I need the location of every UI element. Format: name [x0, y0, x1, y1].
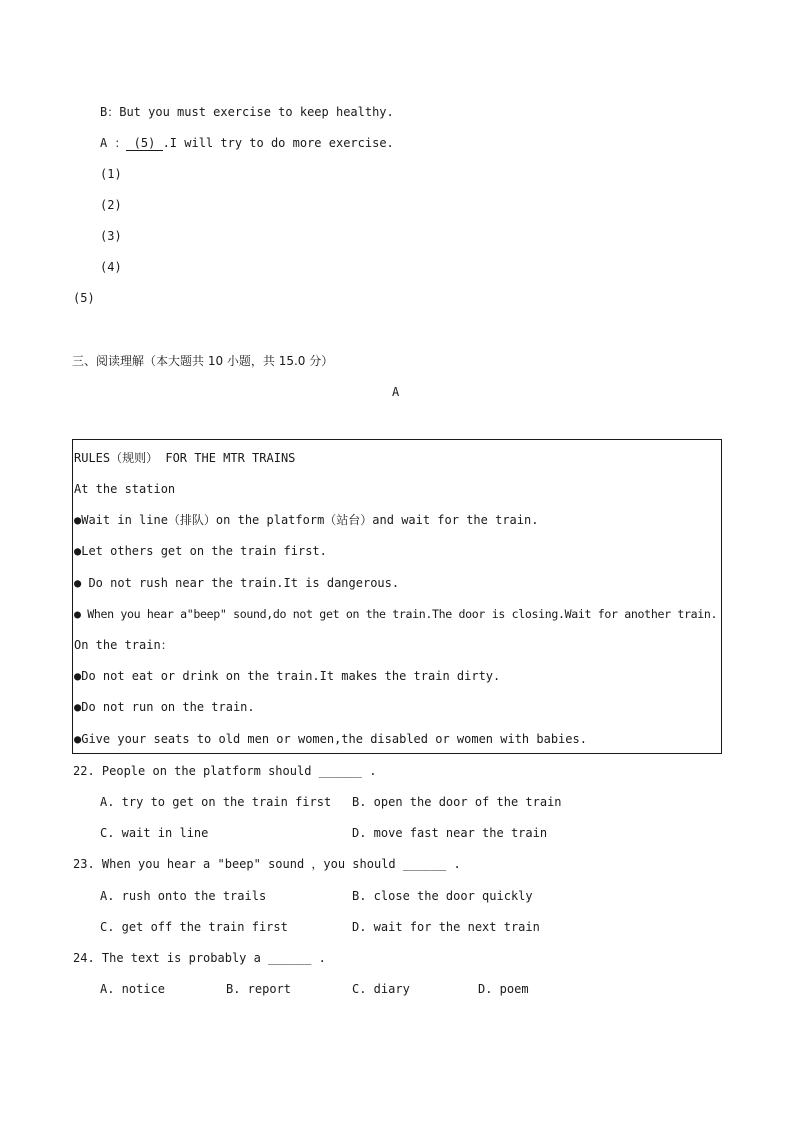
dialogue-line-b: B：But you must exercise to keep healthy. — [100, 105, 394, 119]
train-rule-1: ●Do not eat or drink on the train.It makes the train dirty. — [74, 669, 501, 683]
question-23-stem: 23. When you hear a "beep" sound ，you should ______ . — [73, 857, 461, 871]
question-23-option-b: B. close the door quickly — [352, 889, 533, 903]
answer-slot-2: (2) — [100, 198, 122, 212]
question-23-option-d: D. wait for the next train — [352, 920, 540, 934]
train-rule-3: ●Give your seats to old men or women,the disabled or women with babies. — [74, 732, 587, 746]
question-24-option-b: B. report — [226, 982, 292, 996]
passage-subheading-train: On the train： — [74, 638, 173, 652]
station-rule-4: ● When you hear a"beep" sound,do not get on the train.The door is closing.Wait for another train. — [74, 607, 718, 621]
question-22-stem: 22. People on the platform should ______ . — [73, 764, 377, 778]
passage-subheading-station: At the station — [74, 482, 176, 496]
passage-label: A — [392, 385, 400, 399]
question-22-option-d: D. move fast near the train — [352, 826, 548, 840]
station-rule-2: ●Let others get on the train first. — [74, 544, 327, 558]
dialogue-line-a-prefix: A ： — [100, 136, 127, 150]
station-rule-1: ●Wait in line（排队）on the platform（站台）and wait for the train. — [74, 513, 539, 527]
dialogue-line-a — [100, 135, 394, 151]
passage-box — [72, 439, 722, 754]
answer-slot-3: (3) — [100, 229, 122, 243]
station-rule-3: ● Do not rush near the train.It is dangerous. — [74, 576, 400, 590]
answer-slot-5: (5) — [73, 291, 95, 305]
question-24-stem: 24. The text is probably a ______ . — [73, 951, 326, 965]
question-23-option-a: A. rush onto the trails — [100, 889, 267, 903]
dialogue-line-a-suffix: .I will try to do more exercise. — [162, 136, 394, 150]
question-24-option-c: C. diary — [352, 982, 410, 996]
answer-slot-1: (1) — [100, 167, 122, 181]
question-24-option-a: A. notice — [100, 982, 166, 996]
passage-title: RULES（规则） FOR THE MTR TRAINS — [74, 451, 296, 465]
train-rule-2: ●Do not run on the train. — [74, 700, 255, 714]
question-24-option-d: D. poem — [478, 982, 529, 996]
section-heading: 三、阅读理解（本大题共 10 小题，共 15.0 分） — [72, 354, 334, 368]
answer-slot-4: (4) — [100, 260, 122, 274]
question-22-option-a: A. try to get on the train first — [100, 795, 332, 809]
question-22-option-b: B. open the door of the train — [352, 795, 562, 809]
question-22-option-c: C. wait in line — [100, 826, 209, 840]
answer-blank-5: (5) — [126, 136, 163, 150]
question-23-option-c: C. get off the train first — [100, 920, 288, 934]
